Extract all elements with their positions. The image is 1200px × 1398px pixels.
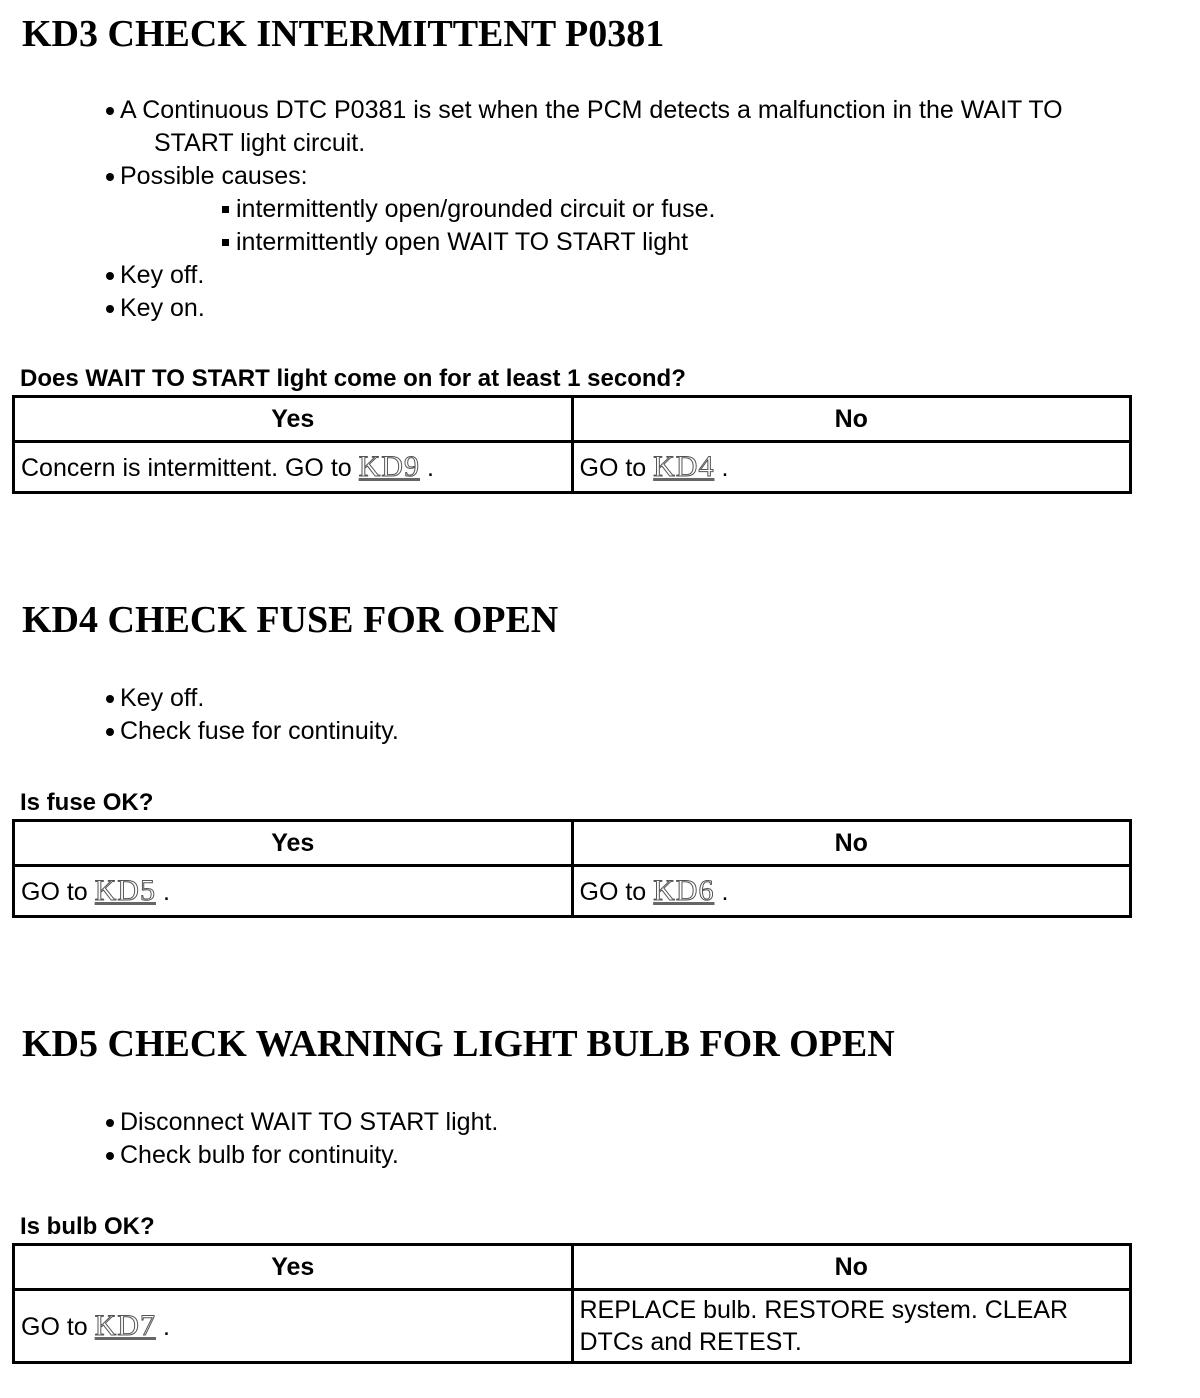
yes-header: Yes [14,821,573,866]
yes-cell: GO to KD7 . [14,1290,573,1363]
kd5-answer-table [12,1243,1132,1364]
no-header: No [572,397,1131,442]
yes-cell: GO to KD5 . [14,866,573,917]
step-bullet: Possible causes: intermittently open/grounded circuit or fuse. intermittently open WAIT TO START light [104,160,1180,259]
section-title-kd4: KD4 CHECK FUSE FOR OPEN [22,599,559,641]
cause-bullet: intermittently open WAIT TO START light [220,226,1180,259]
section-title-kd5: KD5 CHECK WARNING LIGHT BULB FOR OPEN [22,1023,895,1065]
no-header: No [572,821,1131,866]
kd4-steps [104,682,399,748]
section-title-kd3: KD3 CHECK INTERMITTENT P0381 [22,13,665,55]
link-kd9[interactable]: KD9 [358,449,420,483]
link-kd5[interactable]: KD5 [94,873,156,907]
step-bullet: Disconnect WAIT TO START light. [104,1106,498,1139]
no-cell: REPLACE bulb. RESTORE system. CLEAR DTCs and RETEST. [572,1290,1131,1363]
cause-bullet: intermittently open/grounded circuit or fuse. [220,193,1180,226]
no-header: No [572,1245,1131,1290]
kd3-steps [104,94,1180,325]
kd5-steps [104,1106,498,1172]
step-bullet: Check fuse for continuity. [104,715,399,748]
kd5-question: Is bulb OK? [20,1213,155,1240]
step-bullet: Key off. [104,259,1180,292]
step-bullet: A Continuous DTC P0381 is set when the PCM detects a malfunction in the WAIT TO START light circuit. [104,94,1180,160]
no-cell: GO to KD6 . [572,866,1131,917]
step-bullet: Key on. [104,292,1180,325]
link-kd7[interactable]: KD7 [94,1308,156,1342]
link-kd6[interactable]: KD6 [653,873,715,907]
step-bullet: Check bulb for continuity. [104,1139,498,1172]
no-cell: GO to KD4 . [572,442,1131,493]
kd4-question: Is fuse OK? [20,789,154,816]
yes-header: Yes [14,397,573,442]
kd3-answer-table [12,395,1132,494]
yes-header: Yes [14,1245,573,1290]
kd4-answer-table [12,819,1132,918]
link-kd4[interactable]: KD4 [653,449,715,483]
possible-causes-list [120,193,1180,259]
kd3-question: Does WAIT TO START light come on for at least 1 second? [20,365,686,392]
yes-cell: Concern is intermittent. GO to KD9 . [14,442,573,493]
step-bullet: Key off. [104,682,399,715]
